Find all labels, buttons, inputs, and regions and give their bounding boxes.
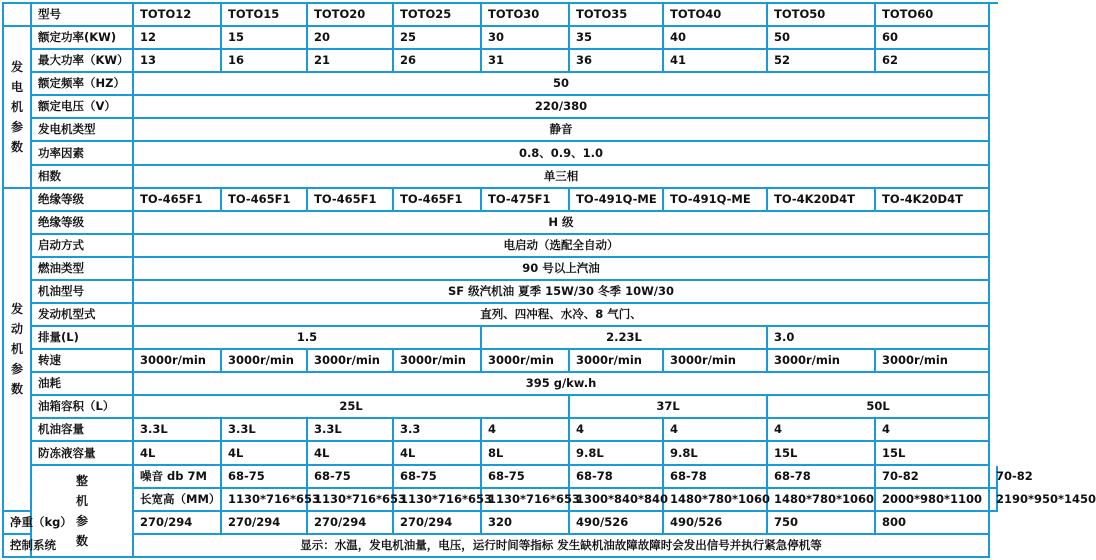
value-cell: 3000r/min	[394, 350, 482, 373]
value-cell: 3000r/min	[134, 350, 222, 373]
row-label: 长宽高（MM）	[134, 489, 222, 512]
value-cell: TO-465F1	[308, 189, 394, 212]
row-noise	[4, 466, 998, 489]
value-cell: 220/380	[134, 96, 990, 119]
row-label: 控制系统	[4, 535, 32, 558]
value-cell: 15	[222, 27, 308, 50]
row-rated-frequency	[4, 73, 998, 96]
row-label: 转速	[32, 350, 134, 373]
value-cell: TO-465F1	[222, 189, 308, 212]
value-cell: 1130*716*653	[222, 489, 308, 512]
value-cell: 3000r/min	[876, 350, 990, 373]
row-label: 噪音 db 7M	[134, 466, 222, 489]
value-cell: H 级	[134, 212, 990, 235]
row-engine-form	[4, 304, 998, 327]
value-cell: 270/294	[308, 512, 394, 535]
value-cell: 31	[482, 50, 570, 73]
row-start-mode	[4, 235, 998, 258]
value-cell: 4	[482, 419, 570, 442]
value-cell: 2190*950*1450	[990, 489, 998, 512]
value-cell: 电启动（选配全自动）	[134, 235, 990, 258]
row-label: 防冻液容量	[32, 442, 134, 465]
value-cell: 1300*840*840	[570, 489, 664, 512]
row-label: 机油容量	[32, 419, 134, 442]
row-oil-capacity	[4, 419, 998, 442]
row-generator-type	[4, 119, 998, 142]
row-phase	[4, 166, 998, 189]
value-cell: TO-475F1	[482, 189, 570, 212]
value-cell: 20	[308, 27, 394, 50]
value-cell: 25L	[134, 396, 570, 419]
value-cell: 13	[134, 50, 222, 73]
value-cell: TO-491Q-ME	[664, 189, 768, 212]
value-cell: 800	[876, 512, 990, 535]
value-cell: 3000r/min	[308, 350, 394, 373]
row-rated-power	[4, 27, 998, 50]
row-label: 燃油类型	[32, 258, 134, 281]
row-weight	[4, 512, 998, 535]
value-cell: 4L	[394, 442, 482, 465]
value-cell: 26	[394, 50, 482, 73]
value-cell: 25	[394, 27, 482, 50]
row-oil-model	[4, 281, 998, 304]
row-coolant-capacity	[4, 442, 998, 465]
value-cell: 4	[876, 419, 990, 442]
value-cell: 4L	[134, 442, 222, 465]
model-cell: TOTO15	[222, 4, 308, 27]
value-cell: 1480*780*1060	[768, 489, 876, 512]
value-cell: 21	[308, 50, 394, 73]
row-label: 功率因素	[32, 142, 134, 165]
value-cell: 40	[664, 27, 768, 50]
value-cell: 50	[134, 73, 990, 96]
value-cell: 显示：水温，发电机油量，电压，运行时间等指标 发生缺机油故障故障时会发出信号并执行紧急停机等	[134, 535, 990, 558]
value-cell: 90 号以上汽油	[134, 258, 990, 281]
row-label: 油箱容积（L）	[32, 396, 134, 419]
row-fuel-type	[4, 258, 998, 281]
model-cell: TOTO25	[394, 4, 482, 27]
value-cell: 68-75	[308, 466, 394, 489]
value-cell: 2.23L	[482, 327, 768, 350]
value-cell: 35	[570, 27, 664, 50]
value-cell: 1480*780*1060	[664, 489, 768, 512]
row-label: 油耗	[32, 373, 134, 396]
value-cell: 静音	[134, 119, 990, 142]
row-label: 额定电压（V）	[32, 96, 134, 119]
value-cell: 直列、四冲程、水冷、8 气门、	[134, 304, 990, 327]
corner-cell	[4, 4, 32, 27]
value-cell: 3000r/min	[222, 350, 308, 373]
value-cell: 3.0	[768, 327, 990, 350]
value-cell: 36	[570, 50, 664, 73]
group-engine-label: 发 动 机 参 数	[4, 189, 32, 512]
row-rated-voltage	[4, 96, 998, 119]
value-cell: TO-4K20D4T	[876, 189, 990, 212]
row-fuel-consumption	[4, 373, 998, 396]
value-cell: 60	[876, 27, 990, 50]
value-cell: 4L	[308, 442, 394, 465]
value-cell: 3000r/min	[570, 350, 664, 373]
value-cell: 30	[482, 27, 570, 50]
value-cell: 68-75	[222, 466, 308, 489]
value-cell: 750	[768, 512, 876, 535]
value-cell: 62	[876, 50, 990, 73]
value-cell: 8L	[482, 442, 570, 465]
value-cell: 68-78	[768, 466, 876, 489]
value-cell: 270/294	[134, 512, 222, 535]
group-whole-machine-label: 整 机 参 数	[32, 466, 134, 558]
value-cell: 270/294	[394, 512, 482, 535]
model-cell: TOTO40	[664, 4, 768, 27]
row-label: 发电机类型	[32, 119, 134, 142]
row-dimensions	[4, 489, 998, 512]
value-cell: SF 级汽机油 夏季 15W/30 冬季 10W/30	[134, 281, 990, 304]
value-cell: 1130*716*653	[482, 489, 570, 512]
value-cell: TO-465F1	[134, 189, 222, 212]
value-cell: 41	[664, 50, 768, 73]
value-cell: 3.3L	[222, 419, 308, 442]
row-engine-model	[4, 189, 998, 212]
value-cell: 0.8、0.9、1.0	[134, 142, 990, 165]
row-label: 型号	[32, 4, 134, 27]
model-cell: TOTO60	[876, 4, 990, 27]
value-cell: 70-82	[876, 466, 990, 489]
value-cell: 单三相	[134, 166, 990, 189]
row-label: 排量(L)	[32, 327, 134, 350]
group-generator-label: 发 电 机 参 数	[4, 27, 32, 189]
row-max-power	[4, 50, 998, 73]
value-cell: 15L	[876, 442, 990, 465]
row-label: 额定频率（HZ）	[32, 73, 134, 96]
value-cell: 3.3L	[134, 419, 222, 442]
row-control-system	[4, 535, 998, 558]
value-cell: 490/526	[664, 512, 768, 535]
value-cell: 68-78	[664, 466, 768, 489]
model-cell: TOTO35	[570, 4, 664, 27]
value-cell: 3.3L	[308, 419, 394, 442]
value-cell: 4	[570, 419, 664, 442]
value-cell: 50L	[768, 396, 990, 419]
row-model	[4, 4, 998, 27]
value-cell: 3000r/min	[482, 350, 570, 373]
value-cell: 1130*716*653	[394, 489, 482, 512]
row-displacement	[4, 327, 998, 350]
value-cell: 37L	[570, 396, 768, 419]
row-label: 机油型号	[32, 281, 134, 304]
row-power-factor	[4, 142, 998, 165]
value-cell: 4	[768, 419, 876, 442]
value-cell: 70-82	[990, 466, 998, 489]
row-label: 相数	[32, 166, 134, 189]
model-cell: TOTO50	[768, 4, 876, 27]
value-cell: 68-75	[482, 466, 570, 489]
value-cell: 68-78	[570, 466, 664, 489]
value-cell: 52	[768, 50, 876, 73]
value-cell: 395 g/kw.h	[134, 373, 990, 396]
row-label: 额定功率(KW)	[32, 27, 134, 50]
row-tank-capacity	[4, 396, 998, 419]
row-speed	[4, 350, 998, 373]
row-label: 发动机型式	[32, 304, 134, 327]
value-cell: 15L	[768, 442, 876, 465]
value-cell: 3000r/min	[768, 350, 876, 373]
value-cell: 320	[482, 512, 570, 535]
value-cell: 3000r/min	[664, 350, 768, 373]
row-label: 最大功率（KW）	[32, 50, 134, 73]
row-label: 净重（kg）	[4, 512, 32, 535]
value-cell: 3.3	[394, 419, 482, 442]
row-label: 启动方式	[32, 235, 134, 258]
value-cell: 9.8L	[570, 442, 664, 465]
model-cell: TOTO30	[482, 4, 570, 27]
row-label: 绝缘等级	[32, 212, 134, 235]
value-cell: TO-4K20D4T	[768, 189, 876, 212]
value-cell: 68-75	[394, 466, 482, 489]
value-cell: 50	[768, 27, 876, 50]
row-label: 绝缘等级	[32, 189, 134, 212]
value-cell: 16	[222, 50, 308, 73]
value-cell: 490/526	[570, 512, 664, 535]
value-cell: 2000*980*1100	[876, 489, 990, 512]
value-cell: 1130*716*653	[308, 489, 394, 512]
model-cell: TOTO20	[308, 4, 394, 27]
spec-table	[2, 2, 1096, 558]
model-cell: TOTO12	[134, 4, 222, 27]
value-cell: 4L	[222, 442, 308, 465]
value-cell: 270/294	[222, 512, 308, 535]
value-cell: 4	[664, 419, 768, 442]
value-cell: 1.5	[134, 327, 482, 350]
row-insulation	[4, 212, 998, 235]
value-cell: TO-465F1	[394, 189, 482, 212]
value-cell: TO-491Q-ME	[570, 189, 664, 212]
value-cell: 12	[134, 27, 222, 50]
value-cell: 9.8L	[664, 442, 768, 465]
